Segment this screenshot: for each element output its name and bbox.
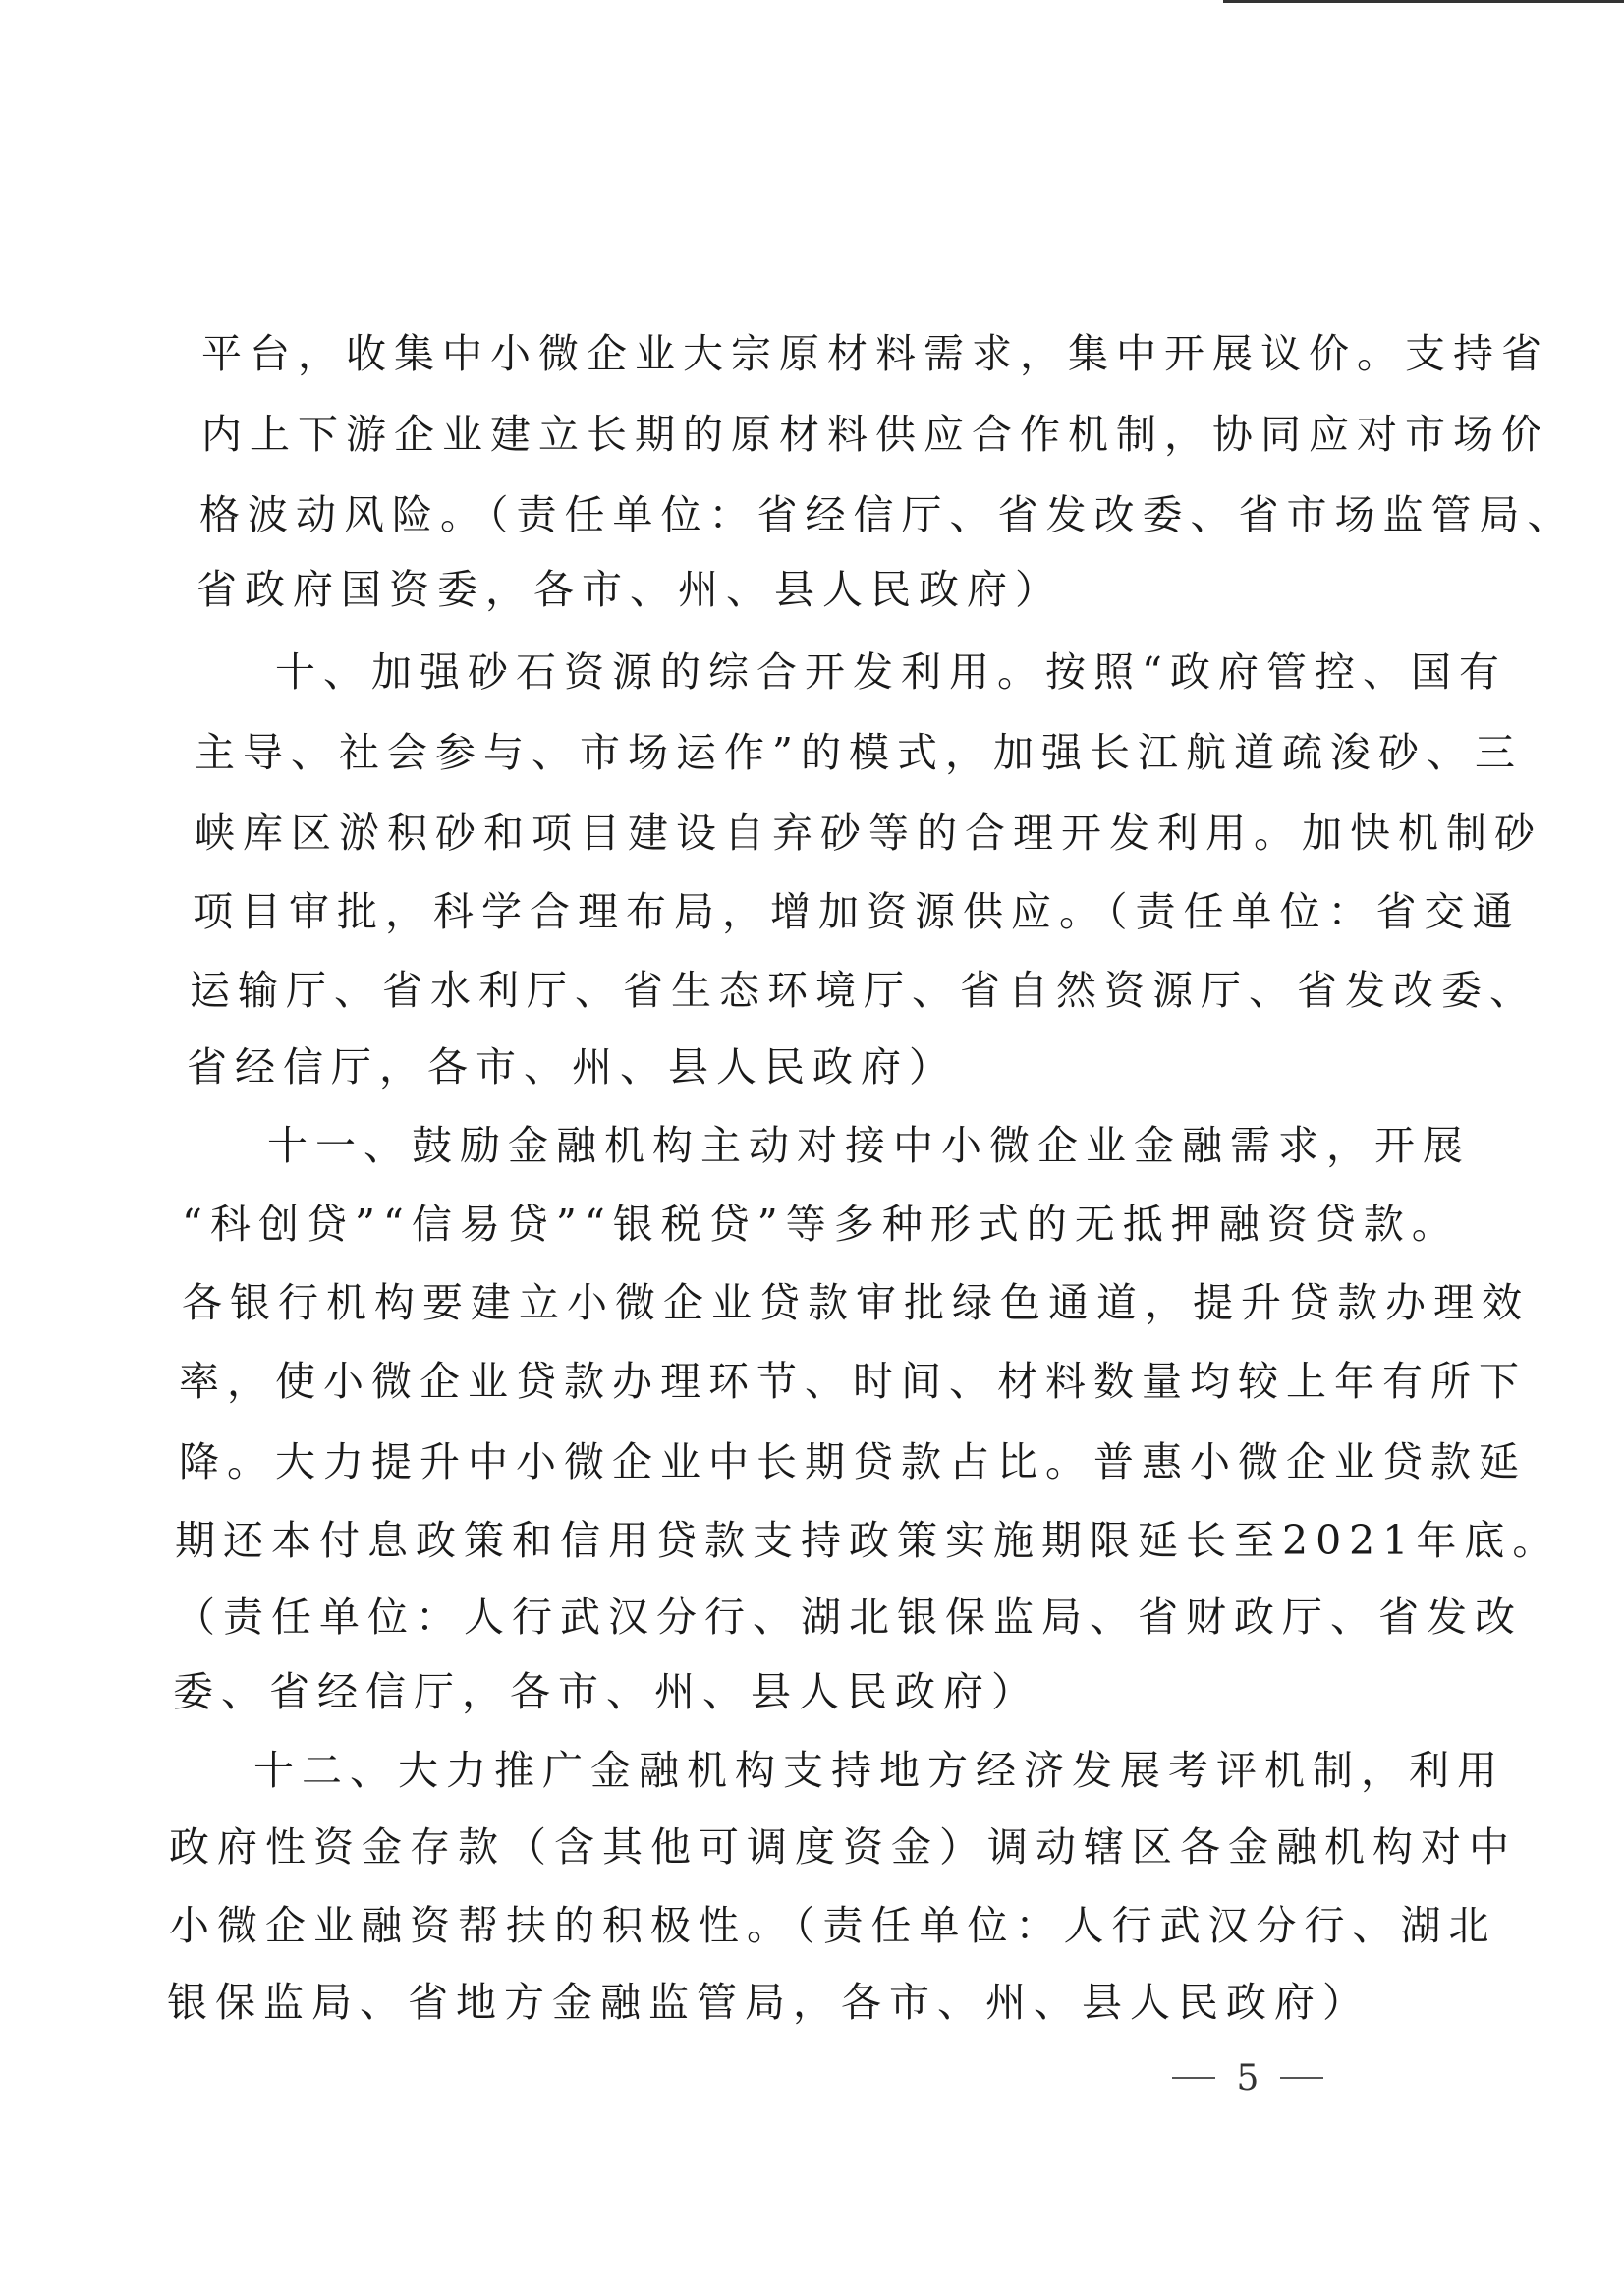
page-number: 5 — [1236, 2057, 1260, 2099]
text-line: 项目审批，科学合理布局，增加资源供应。（责任单位：省交通 — [193, 888, 1521, 935]
page-footer — [1159, 2058, 1336, 2098]
text-line: 期还本付息政策和信用贷款支持政策实施期限延长至2021年底。 — [175, 1517, 1561, 1564]
text-line: 平台，收集中小微企业大宗原材料需求，集中开展议价。支持省 — [201, 330, 1549, 377]
text-line: “科创贷”“信易贷”“银税贷”等多种形式的无抵押融资贷款。 — [182, 1201, 1460, 1248]
text-line: 政府性资金存款（含其他可调度资金）调动辖区各金融机构对中 — [169, 1823, 1517, 1871]
text-line: 十一、鼓励金融机构主动对接中小微企业金融需求，开展 — [267, 1122, 1471, 1169]
text-line: 十二、大力推广金融机构支持地方经济发展考评机制，利用 — [253, 1747, 1505, 1794]
text-line: 省政府国资委，各市、州、县人民政府） — [196, 566, 1063, 613]
text-line: 委、省经信厅，各市、州、县人民政府） — [173, 1668, 1039, 1715]
text-line: 降。大力提升中小微企业中长期贷款占比。普惠小微企业贷款延 — [179, 1438, 1527, 1485]
text-line: 主导、社会参与、市场运作”的模式，加强长江航道疏浚砂、三 — [195, 729, 1523, 776]
text-line: 银保监局、省地方金融监管局，各市、州、县人民政府） — [167, 1979, 1371, 2026]
text-line: （责任单位：人行武汉分行、湖北银保监局、省财政厅、省发改 — [175, 1594, 1523, 1641]
text-line: 格波动风险。（责任单位：省经信厅、省发改委、省市场监管局、 — [199, 491, 1576, 538]
footer-dash-right — [1280, 2077, 1323, 2079]
footer-dash-left — [1172, 2077, 1215, 2079]
text-line: 十、加强砂石资源的综合开发利用。按照“政府管控、国有 — [275, 648, 1507, 696]
text-line: 小微企业融资帮扶的积极性。（责任单位：人行武汉分行、湖北 — [169, 1902, 1497, 1949]
text-line: 峡库区淤积砂和项目建设自弃砂等的合理开发利用。加快机制砂 — [195, 810, 1542, 857]
text-line: 率，使小微企业贷款办理环节、时间、材料数量均较上年有所下 — [179, 1358, 1527, 1405]
text-line: 运输厅、省水利厅、省生态环境厅、省自然资源厅、省发改委、 — [190, 967, 1538, 1014]
text-line: 省经信厅，各市、州、县人民政府） — [187, 1043, 957, 1091]
text-line: 各银行机构要建立小微企业贷款审批绿色通道，提升贷款办理效 — [182, 1279, 1530, 1326]
text-line: 内上下游企业建立长期的原材料供应合作机制，协同应对市场价 — [201, 411, 1549, 458]
